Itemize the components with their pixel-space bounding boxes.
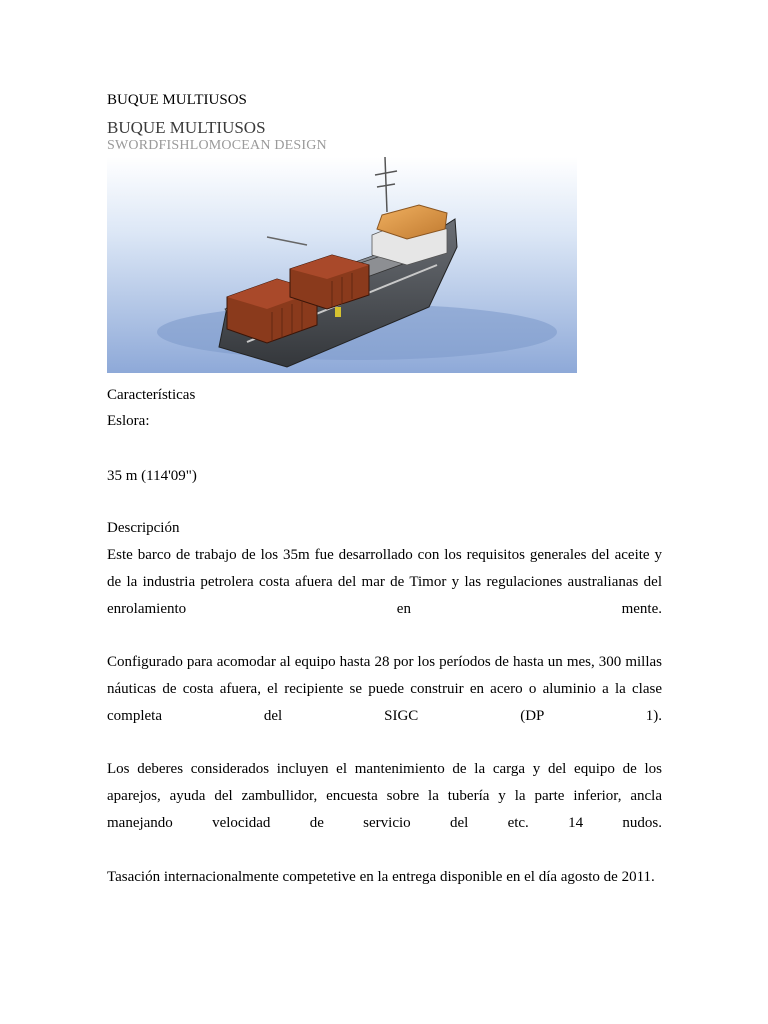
- ship-render-image: [107, 157, 577, 373]
- features-heading: Características: [107, 387, 196, 403]
- ship-illustration: [107, 157, 577, 373]
- paragraph-3: Los deberes considerados incluyen el mantenimiento de la carga y del equipo de los aparejos, ayuda del zambullidor, encuesta sobre la tubería y la parte inferior, ancla manejando velocidad de servicio del etc. 14 nudos.: [107, 761, 662, 831]
- length-value: 35 m (114'09"): [107, 468, 197, 484]
- document-subtitle: SWORDFISHLOMOCEAN DESIGN: [107, 138, 327, 153]
- length-label: Eslora:: [107, 413, 150, 429]
- document-title: BUQUE MULTIUSOS: [107, 118, 266, 137]
- paragraph-4: Tasación internacionalmente competetive en la entrega disponible en el día agosto de 2011.: [107, 869, 655, 885]
- paragraph-1: Este barco de trabajo de los 35m fue desarrollado con los requisitos generales del aceite y de la industria petrolera costa afuera del mar de Timor y las regulaciones australianas del enrolamiento en mente.: [107, 547, 662, 617]
- paragraph-2: Configurado para acomodar al equipo hasta 28 por los períodos de hasta un mes, 300 millas náuticas de costa afuera, el recipiente se puede construir en acero o aluminio a la clase completa del SIGC (DP 1).: [107, 654, 662, 724]
- page-header: BUQUE MULTIUSOS: [107, 92, 247, 108]
- description-heading: Descripción: [107, 520, 180, 536]
